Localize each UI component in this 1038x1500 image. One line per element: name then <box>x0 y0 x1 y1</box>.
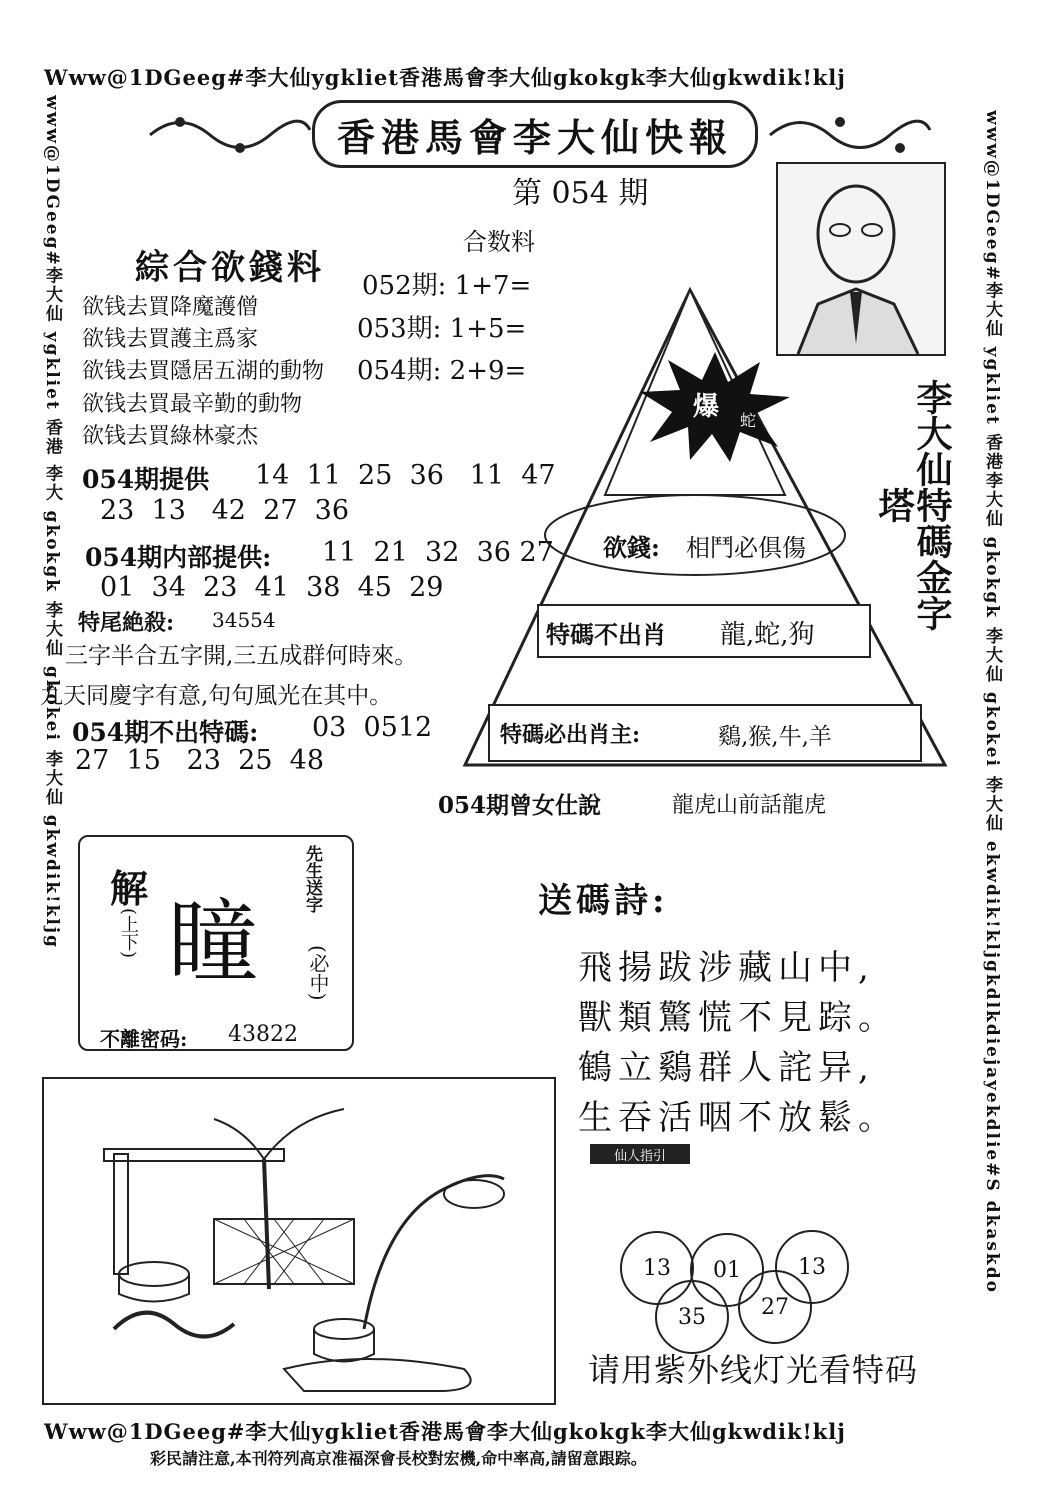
sum-line-052: 052期: 1+7= <box>362 271 532 301</box>
verse-line-2: 九天同慶字有意,句句風光在其中。 <box>40 683 393 709</box>
lucky-ball-5: 27 <box>738 1270 812 1344</box>
not-out-numbers-row2: 27 15 23 25 48 <box>75 745 325 776</box>
sum-line-054: 054期: 2+9= <box>357 356 527 386</box>
right-vertical-band: www@1DGeeg#李大仙 ygkliet 香港李大仙 gkokgk 李大仙 gkokei 李大仙 ekwdik!kljgkdlkdiejayekdlie#S dkaskdo <box>982 110 1002 1294</box>
burst-subtext: 蛇 <box>740 411 757 430</box>
saying-value: 龍虎山前話龍虎 <box>672 793 827 818</box>
inner-numbers-row2: 01 34 23 41 38 45 29 <box>100 572 444 603</box>
verse-line-1: 三字半合五字開,三五成群何時來。 <box>65 643 418 669</box>
want-line-3: 欲钱去買隱居五湖的動物 <box>82 359 325 384</box>
garden-scene-icon <box>44 1079 554 1403</box>
not-zodiac-label: 特碼不出肖 <box>546 620 666 649</box>
saying-label: 054期曾女仕說 <box>438 792 602 819</box>
page-title: 香港馬會李大仙快報 <box>312 100 758 168</box>
top-banner: Www@1DGeeg#李大仙ygkliet香港馬會李大仙gkokgk李大仙gkwdik!klj <box>44 65 846 90</box>
lucky-ball-4: 35 <box>655 1280 729 1354</box>
want-box-label: 欲錢: <box>603 533 660 562</box>
lucky-ball-1: 13 <box>620 1231 694 1305</box>
not-out-label: 054期不出特碼: <box>72 718 259 747</box>
must-zodiac-label: 特碼必出肖主: <box>500 722 641 748</box>
poem-line-1: 飛揚跋涉藏山中, <box>578 948 875 988</box>
bottom-banner: Www@1DGeeg#李大仙ygkliet香港馬會李大仙gkokgk李大仙gkwdik!klj <box>44 1419 846 1444</box>
provide-numbers-row2: 23 13 42 27 36 <box>100 495 350 526</box>
riddle-character: 瞳 <box>168 890 258 995</box>
section-title: 綜合欲錢料 <box>135 248 325 288</box>
poem-line-2: 獸類驚慌不見踪。 <box>578 998 898 1038</box>
tail-value: 34554 <box>212 608 276 632</box>
riddle-side-note: 先生送字 <box>302 845 322 913</box>
pyramid-title: 李大仙特碼金字塔 <box>873 378 953 631</box>
left-vertical-band: www@1DGeeg#李大仙 ygkliet 香港 李大 gkokgk 李大仙 gkokei 李大仙 gkwdik!kljg <box>42 95 62 949</box>
issue-number: 第 054 期 <box>512 176 649 211</box>
provide-numbers-row1: 14 11 25 36 11 47 <box>255 460 556 491</box>
want-line-1: 欲钱去買降魔護僧 <box>82 295 259 320</box>
secret-label: 不離密码: <box>100 1027 188 1051</box>
stamp-label: 仙人指引 <box>590 1144 690 1164</box>
want-line-2: 欲钱去買護主爲家 <box>82 327 259 352</box>
lucky-ball-3: 13 <box>775 1230 849 1304</box>
illustration-frame <box>42 1077 556 1405</box>
poem-line-3: 鶴立鷄群人詫异, <box>578 1048 875 1088</box>
sum-header: 合数料 <box>463 228 535 256</box>
want-box-value: 相鬥必俱傷 <box>686 534 806 562</box>
inner-label: 054期内部提供: <box>85 543 272 572</box>
riddle-label: 解 <box>110 866 149 911</box>
sum-line-053: 053期: 1+5= <box>357 314 527 344</box>
not-zodiac-value: 龍,蛇,狗 <box>720 620 815 650</box>
riddle-sub: (上下) <box>118 908 139 959</box>
secret-value: 43822 <box>228 1022 298 1047</box>
inner-numbers-row1: 11 21 32 36 27 <box>322 537 554 568</box>
must-zodiac-value: 鷄,猴,牛,羊 <box>718 724 832 750</box>
burst-text: 爆 <box>693 392 720 422</box>
poem-line-4: 生吞活咽不放鬆。 <box>578 1098 898 1138</box>
footer-note: 彩民請注意,本刊符列高京准福深會長校對宏機,命中率高,請留意跟踪。 <box>150 1449 647 1468</box>
want-line-5: 欲钱去買綠林豪杰 <box>82 424 259 449</box>
poem-title: 送碼詩: <box>538 881 669 921</box>
lucky-ball-2: 01 <box>690 1233 764 1307</box>
want-line-4: 欲钱去買最辛勤的動物 <box>82 392 303 417</box>
provide-label: 054期提供 <box>82 465 210 494</box>
riddle-side-note2: (必中) <box>306 945 330 1001</box>
not-out-numbers-row1: 03 0512 <box>312 712 433 743</box>
tail-label: 特尾絶殺: <box>78 610 175 636</box>
uv-instruction: 请用紫外线灯光看特码 <box>588 1351 919 1389</box>
